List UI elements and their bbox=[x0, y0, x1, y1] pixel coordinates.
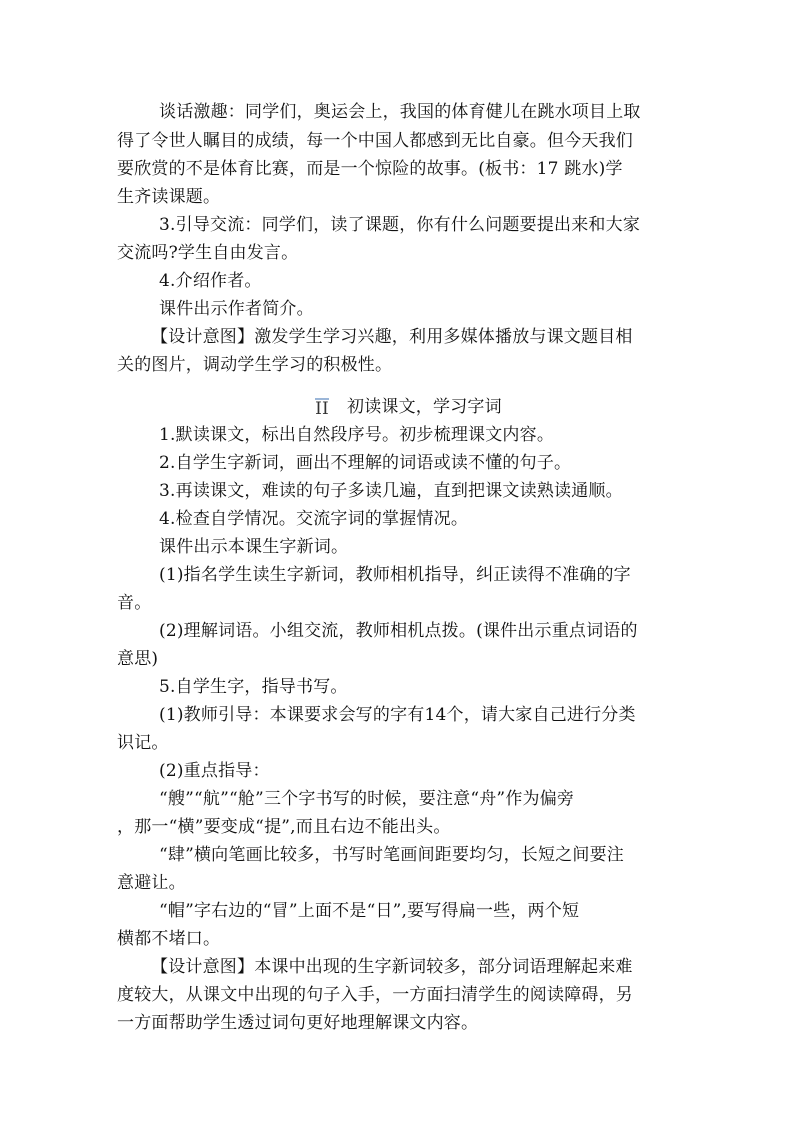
paragraph-line: “肆”横向笔画比较多，书写时笔画间距要均匀，长短之间要注 bbox=[159, 845, 624, 865]
paragraph-line: 意避让。 bbox=[117, 873, 186, 893]
paragraph-line: 4.介绍作者。 bbox=[159, 271, 262, 291]
paragraph-line: 识记。 bbox=[117, 733, 169, 753]
paragraph-line: 生齐读课题。 bbox=[117, 187, 221, 207]
paragraph-line: 课件出示本课生字新词。 bbox=[159, 537, 349, 557]
paragraph-line: “艘”“航”“舱”三个字书写的时候，要注意“舟”作为偏旁 bbox=[159, 789, 575, 809]
paragraph-line: (2)理解词语。小组交流，教师相机点拨。(课件出示重点词语的 bbox=[159, 621, 638, 641]
paragraph-line: ，那一“横”要变成“提”,而且右边不能出头。 bbox=[117, 817, 451, 837]
paragraph-line: (1)教师引导：本课要求会写的字有14个，请大家自己进行分类 bbox=[159, 705, 636, 725]
list-item: 2.自学生字新词，画出不理解的词语或读不懂的句子。 bbox=[159, 453, 572, 473]
paragraph-line: 意思) bbox=[117, 649, 159, 669]
paragraph-line: 课件出示作者简介。 bbox=[159, 299, 314, 319]
paragraph-line: 关的图片，调动学生学习的积极性。 bbox=[117, 355, 393, 375]
list-item: 3.再读课文，难读的句子多读几遍，直到把课文读熟读通顺。 bbox=[159, 481, 623, 501]
section-heading bbox=[315, 394, 502, 420]
paragraph-line: 得了令世人瞩目的成绩，每一个中国人都感到无比自豪。但今天我们 bbox=[117, 131, 633, 151]
paragraph-line: 度较大，从课文中出现的句子入手，一方面扫清学生的阅读障碍，另 bbox=[117, 985, 633, 1005]
paragraph-line: 音。 bbox=[117, 593, 152, 613]
list-item: 4.检查自学情况。交流字词的掌握情况。 bbox=[159, 509, 469, 529]
paragraph-line: 谈话激趣：同学们，奥运会上，我国的体育健儿在跳水项目上取 bbox=[159, 102, 641, 122]
design-intent-line: 【设计意图】激发学生学习兴趣，利用多媒体播放与课文题目相 bbox=[151, 327, 633, 347]
paragraph-line: 一方面帮助学生透过词句更好地理解课文内容。 bbox=[117, 1013, 479, 1033]
paragraph-line: “帽”字右边的“冒”上面不是“日”,要写得扁一些，两个短 bbox=[159, 901, 580, 921]
paragraph-line: (1)指名学生读生字新词，教师相机指导，纠正读得不准确的字 bbox=[159, 565, 631, 585]
section-number: II bbox=[315, 398, 329, 419]
paragraph-line: 3.引导交流：同学们，读了课题，你有什么问题要提出来和大家 bbox=[159, 215, 641, 235]
section-title: 初读课文，学习字词 bbox=[347, 397, 502, 417]
paragraph-line: 横都不堵口。 bbox=[117, 929, 221, 949]
list-item: 1.默读课文，标出自然段序号。初步梳理课文内容。 bbox=[159, 425, 555, 445]
list-item: 5.自学生字，指导书写。 bbox=[159, 677, 348, 697]
paragraph-line: 交流吗?学生自由发言。 bbox=[117, 243, 299, 263]
paragraph-line: 要欣赏的不是体育比赛，而是一个惊险的故事。(板书：17 跳水)学 bbox=[117, 159, 623, 179]
paragraph-line: (2)重点指导： bbox=[159, 761, 270, 781]
design-intent-line: 【设计意图】本课中出现的生字新词较多，部分词语理解起来难 bbox=[151, 957, 633, 977]
